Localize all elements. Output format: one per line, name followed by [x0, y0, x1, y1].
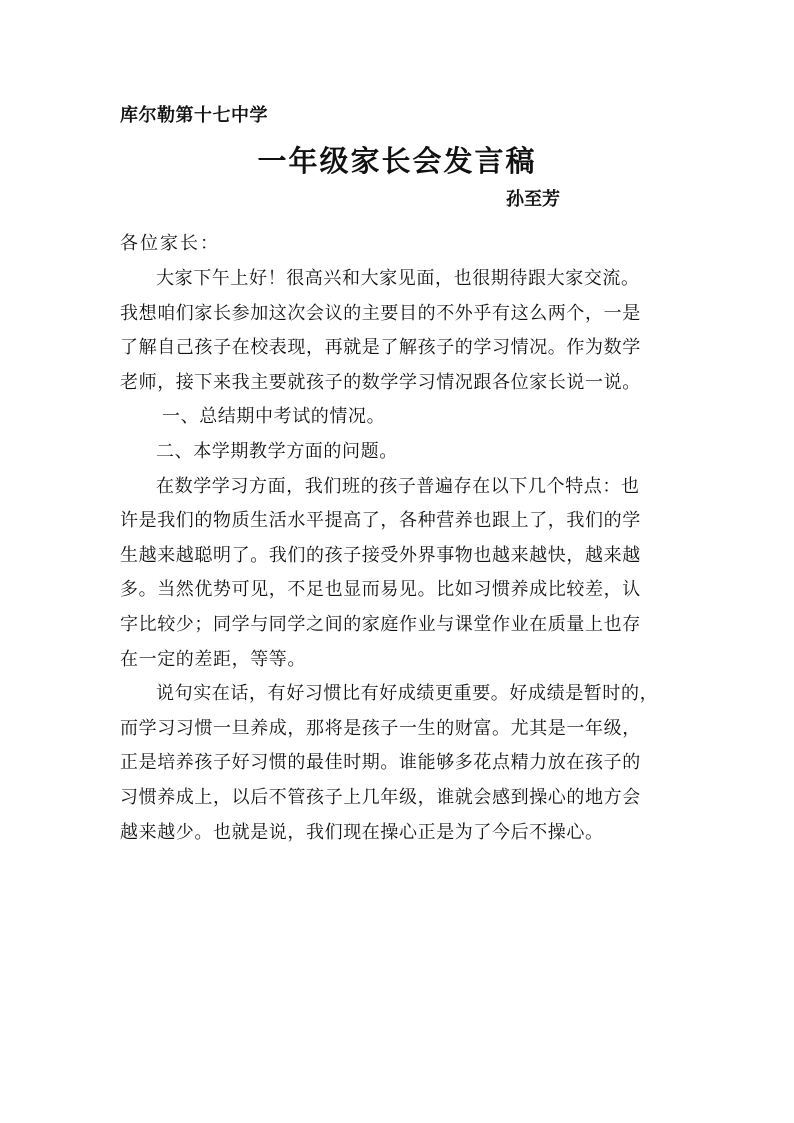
text-line: 生越来越聪明了。我们的孩子接受外界事物也越来越快，越来越	[120, 544, 641, 566]
school-name: 库尔勒第十七中学	[120, 105, 268, 126]
text-line: 习惯养成上，以后不管孩子上几年级，谁就会感到操心的地方会	[120, 786, 641, 808]
text-line: 了解自己孩子在校表现，再就是了解孩子的学习情况。作为数学	[120, 337, 641, 359]
text-line: 在一定的差距，等等。	[120, 648, 306, 670]
greeting: 各位家长：	[120, 233, 220, 254]
document-body	[120, 262, 680, 850]
paragraph-intro	[120, 262, 680, 400]
text-line: 正是培养孩子好习惯的最佳时期。谁能够多花点精力放在孩子的	[120, 752, 641, 774]
text-line: 许是我们的物质生活水平提高了，各种营养也跟上了，我们的学	[120, 510, 641, 532]
text-line: 说句实在话，有好习惯比有好成绩更重要。好成绩是暂时的，	[156, 683, 659, 705]
text-line: 老师，接下来我主要就孩子的数学学习情况跟各位家长说一说。	[120, 371, 641, 393]
outline-item-1: 一、总结期中考试的情况。	[162, 406, 386, 428]
text-line: 在数学学习方面，我们班的孩子普遍存在以下几个特点：也	[156, 475, 640, 497]
text-line: 多。当然优势可见，不足也显而易见。比如习惯养成比较差，认	[120, 579, 641, 601]
text-line: 我想咱们家长参加这次会议的主要目的不外乎有这么两个，一是	[120, 302, 641, 324]
paragraph-characteristics	[120, 470, 680, 678]
document-title: 一年级家长会发言稿	[257, 144, 537, 178]
text-line: 而学习习惯一旦养成，那将是孩子一生的财富。尤其是一年级，	[120, 717, 641, 739]
paragraph-habits	[120, 677, 680, 850]
text-line: 大家下午上好！很高兴和大家见面，也很期待跟大家交流。	[156, 268, 640, 289]
text-line: 越来越少。也就是说，我们现在操心正是为了今后不操心。	[120, 821, 604, 843]
outline-item-2: 二、本学期教学方面的问题。	[156, 440, 398, 462]
author-name: 孙至芳	[506, 189, 560, 210]
text-line: 字比较少；同学与同学之间的家庭作业与课堂作业在质量上也存	[120, 613, 641, 635]
